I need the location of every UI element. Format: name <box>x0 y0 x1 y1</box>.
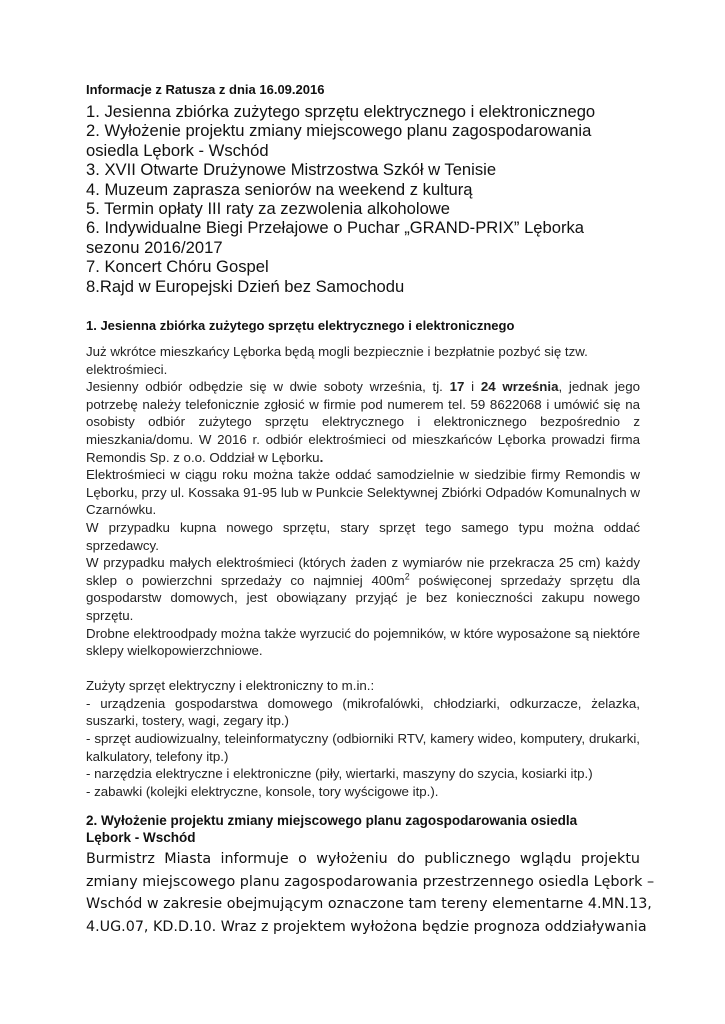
paragraph: W przypadku kupna nowego sprzętu, stary sprzęt tego samego typu można oddać sprzedawcy. <box>86 519 640 553</box>
spacer <box>86 660 640 678</box>
section-1-body <box>86 343 640 800</box>
toc-item: 5. Termin opłaty III raty za zezwolenia alkoholowe <box>86 199 451 219</box>
toc-item: 4. Muzeum zaprasza seniorów na weekend z kulturą <box>86 179 473 199</box>
paragraph-text: , jednak jego potrzebę należy telefonicznie zgłosić w firmie pod numerem tel. 59 8622068 i umówić się na osobisty odbiór zużytego sprzętu elektrycznego i elektronicznego bezpośrednio z mieszkania/domu. W 2016 r. odbiór elektrośmieci od mieszkańców Lęborka prowadzi firma Remondis Sp. z o.o. Oddział w Lęborku <box>86 379 640 465</box>
text-line: 4.UG.07, KD.D.10. Wraz z projektem wyłożona będzie prognoza oddziaływania <box>86 918 647 935</box>
list-item: - zabawki (kolejki elektryczne, konsole, tory wyścigowe itp.). <box>86 783 439 799</box>
paragraph: Elektrośmieci w ciągu roku można także oddać samodzielnie w siedzibie firmy Remondis w Lęborku, przy ul. Kossaka 91-95 lub w Punkcie Selektywnej Zbiórki Odpadów Komunalnych w Czarnówku. <box>86 467 640 518</box>
toc-item: osiedla Lębork - Wschód <box>86 140 269 160</box>
table-of-contents <box>86 102 646 296</box>
paragraph-text: i <box>471 379 475 395</box>
heading-line: 2. Wyłożenie projektu zmiany miejscowego planu zagospodarowania osiedla <box>86 813 578 828</box>
section-2-heading <box>86 812 646 846</box>
section-1-heading: 1. Jesienna zbiórka zużytego sprzętu elektrycznego i elektronicznego <box>86 318 515 333</box>
paragraph: Drobne elektroodpady można także wyrzucić do pojemników, w które wyposażone są niektóre sklepy wielkopowierzchniowe. <box>86 625 640 659</box>
document-header: Informacje z Ratusza z dnia 16.09.2016 <box>86 82 325 97</box>
paragraph <box>86 554 640 624</box>
list-item: - narzędzia elektryczne i elektroniczne (piły, wiertarki, maszyny do szycia, kosiarki itp.) <box>86 766 593 782</box>
superscript: 2 <box>404 571 410 582</box>
toc-item: 8.Rajd w Europejski Dzień bez Samochodu <box>86 276 405 296</box>
paragraph-text: poświęconej sprzedaży sprzętu dla gospodarstw domowych, jest obowiązany przyjąć je bez konieczności zakupu nowego sprzętu. <box>86 572 640 623</box>
toc-item: sezonu 2016/2017 <box>86 237 223 257</box>
toc-item: 1. Jesienna zbiórka zużytego sprzętu elektrycznego i elektronicznego <box>86 102 596 121</box>
date-highlight: 24 września <box>480 379 559 395</box>
section-2-body <box>86 848 655 938</box>
paragraph-text: Jesienny odbiór odbędzie się w dwie soboty września, tj. <box>86 379 443 395</box>
text-line: Wschód w zakresie obejmującym oznaczone tam tereny elementarne 4.MN.13, <box>86 896 652 913</box>
paragraph-text: W przypadku małych elektrośmieci (których żaden z wymiarów nie przekracza 25 cm) każdy sklep o powierzchni sprzedaży co najmniej 400m <box>86 555 640 588</box>
heading-line: Lębork - Wschód <box>86 830 196 845</box>
list-item: - sprzęt audiowizualny, teleinformatyczny (odbiorniki RTV, kamery wideo, komputery, drukarki, kalkulatory, telefony itp.) <box>86 731 640 764</box>
toc-item: 3. XVII Otwarte Drużynowe Mistrzostwa Szkół w Tenisie <box>86 160 497 180</box>
paragraph-text: . <box>319 449 324 465</box>
list-intro: Zużyty sprzęt elektryczny i elektroniczny to m.in.: <box>86 678 375 694</box>
date-highlight: 17 <box>449 379 465 395</box>
list-item: - urządzenia gospodarstwa domowego (mikrofalówki, chłodziarki, odkurzacze, żelazka, suszarki, tostery, wagi, zegary itp.) <box>86 695 640 729</box>
text-line: Burmistrz Miasta informuje o wyłożeniu do publicznego wglądu projektu <box>86 851 640 867</box>
toc-item: 6. Indywidualne Biegi Przełajowe o Puchar „GRAND-PRIX” Lęborka <box>86 218 585 238</box>
toc-item: 2. Wyłożenie projektu zmiany miejscowego planu zagospodarowania <box>86 121 592 141</box>
paragraph <box>86 378 640 466</box>
text-line: zmiany miejscowego planu zagospodarowania przestrzennego osiedla Lębork – <box>86 873 655 890</box>
paragraph: Już wkrótce mieszkańcy Lęborka będą mogli bezpiecznie i bezpłatnie pozbyć się tzw. elektrośmieci. <box>86 344 588 377</box>
toc-item: 7. Koncert Chóru Gospel <box>86 257 269 277</box>
